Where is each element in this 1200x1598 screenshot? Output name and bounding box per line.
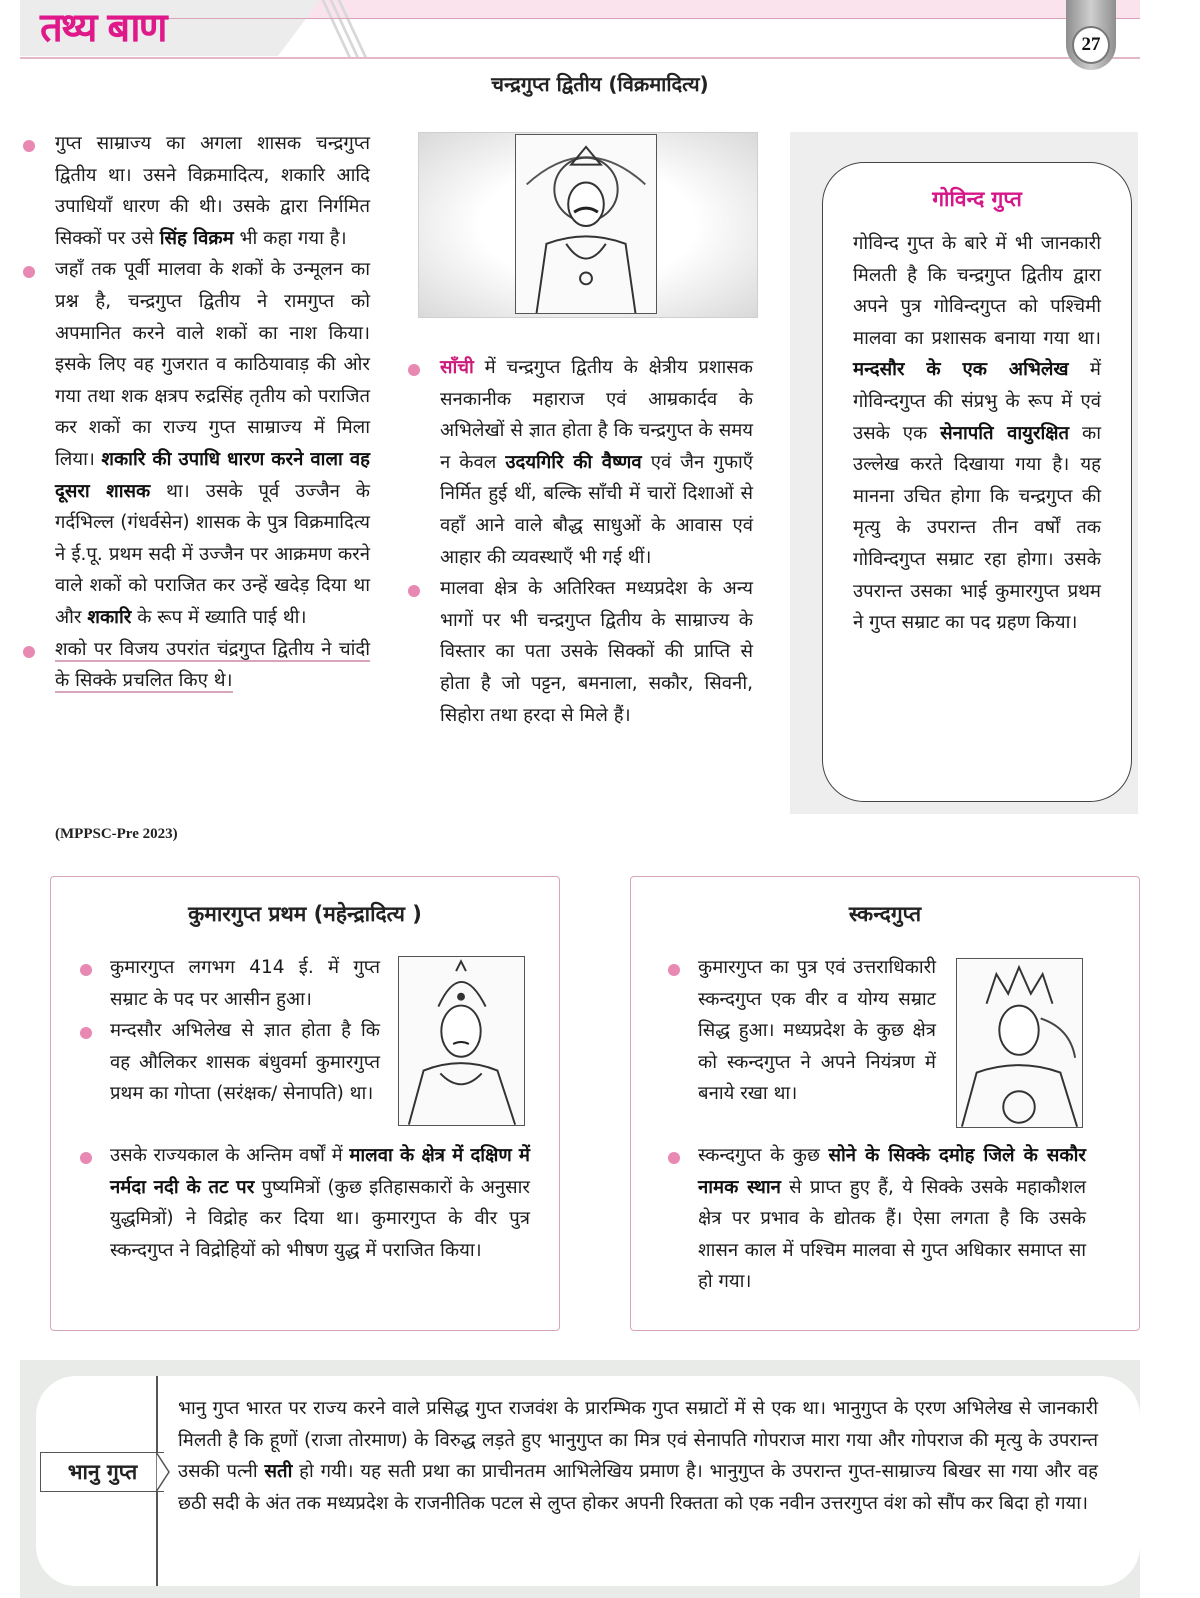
body-text: मन्दसौर अभिलेख से ज्ञात होता है कि वह औलिकर शासक बंधुवर्मा कुमारगुप्त प्रथम का गोप्ता (सरंक्षक/ सेनापति) था।	[110, 1020, 380, 1105]
bullet-dot-icon	[80, 1152, 92, 1164]
bullet-dot-icon	[23, 266, 35, 278]
emphasized-text: मालवा के क्षेत्र में दक्षिण में नर्मदा नदी के तट पर	[110, 1145, 530, 1198]
govind-gupta-text	[853, 228, 1101, 639]
header-rule	[130, 18, 1140, 19]
bullet-text	[698, 957, 936, 1104]
bullet-dot-icon	[80, 964, 92, 976]
govind-gupta-title: गोविन्द गुप्त	[932, 187, 1022, 211]
bullet-dot-icon	[23, 140, 35, 152]
emphasized-text: मन्दसौर के एक अभिलेख	[853, 359, 1069, 381]
skandagupta-title: स्कन्दगुप्त	[848, 902, 922, 926]
chandragupta-portrait-image	[515, 134, 657, 314]
body-text: हो गयी। यह सती प्रथा का प्राचीनतम आभिलेखिय प्रमाण है। भानुगुप्त के उपरान्त गुप्त-साम्राज्य बिखर सा गया और वह छठी सदी के अंत तक मध्यप्रदेश के राजनीतिक पटल से लुप्त होकर अपनी रिक्तता को एक नवीन उत्तरगुप्त वंश को सौंप कर बिदा हो गया।	[178, 1461, 1098, 1514]
bullet-text	[55, 133, 370, 249]
body-text: उसके राज्यकाल के अन्तिम वर्षों में	[110, 1145, 350, 1166]
body-text: में चन्द्रगुप्त द्वितीय के क्षेत्रीय प्रशासक सनकानीक महाराज एवं आम्रकार्दव के अभिलेखों से ज्ञात होता है कि चन्द्रगुप्त के समय न केवल	[440, 357, 753, 473]
bullet-item	[698, 1140, 1086, 1298]
page-number: 27	[1072, 26, 1110, 64]
bullet-item	[698, 952, 936, 1110]
bullet-text	[110, 957, 380, 1010]
left-column	[55, 128, 370, 697]
bullet-dot-icon	[408, 364, 420, 376]
body-text: भी कहा गया है।	[233, 227, 347, 249]
emphasized-text: साँची	[440, 357, 474, 378]
bullet-text	[440, 578, 753, 725]
bullet-item	[440, 352, 753, 573]
body-text: गोविन्द गुप्त के बारे में भी जानकारी मिलती है कि चन्द्रगुप्त द्वितीय द्वारा अपने पुत्र गोविन्दगुप्त को पश्चिमी मालवा का प्रशासक बनाया गया था।	[853, 233, 1101, 349]
bullet-text	[440, 357, 753, 568]
bullet-item	[55, 128, 370, 254]
bullet-text	[55, 639, 370, 694]
skandagupta-list-bottom	[698, 1140, 1086, 1298]
body-text: भानु गुप्त भारत पर राज्य करने वाले प्रसिद्ध गुप्त राजवंश के प्रारम्भिक गुप्त सम्राटों में से एक था। भानुगुप्त के एरण अभिलेख से जानकारी मिलती है कि हूणों (राजा तोरमाण) के विरुद्ध लड़ते हुए भानुगुप्त का मित्र एवं सेनापति गोपराज मारा गया और गोपराज की मृत्यु के उपरान्त उसकी पत्नी	[178, 1398, 1098, 1483]
body-text: एवं जैन गुफाएँ निर्मित हुई थीं, बल्कि साँची में चारों दिशाओं से वहाँ आने वाले बौद्ध साधुओं के आवास एवं आहार की व्यवस्थाएँ भी गई थीं।	[440, 451, 753, 568]
body-text: के रूप में ख्याति पाई थी।	[131, 606, 307, 628]
emphasized-text: शकारि की उपाधि धारण करने वाला वह दूसरा शासक	[55, 448, 370, 502]
main-section-title: चन्द्रगुप्त द्वितीय (विक्रमादित्य)	[491, 72, 709, 96]
emphasized-text: शकारि	[87, 606, 132, 628]
bullet-text	[110, 1145, 530, 1261]
body-text: स्कन्दगुप्त के कुछ	[698, 1145, 829, 1166]
emphasized-text: सेनापति वायुरक्षित	[940, 422, 1070, 444]
bullet-dot-icon	[408, 585, 420, 597]
body-text: का उल्लेख करते दिखाया गया है। यह मानना उचित होगा कि चन्द्रगुप्त की मृत्यु के उपरान्त तीन वर्षों तक गोविन्दगुप्त सम्राट रहा होगा। उसके उपरान्त उसका भाई कुमारगुप्त प्रथम ने गुप्त सम्राट का पद ग्रहण किया।	[853, 422, 1101, 634]
bhanugupta-tag: भानु गुप्त	[40, 1452, 164, 1492]
kumaragupta-list-top	[110, 952, 380, 1110]
bullet-text	[110, 1020, 380, 1104]
header-rule	[20, 57, 1140, 59]
emphasized-text: सिंह विक्रम	[159, 227, 234, 249]
center-column	[440, 352, 753, 731]
emphasized-text: सती	[264, 1461, 293, 1483]
bullet-item	[55, 634, 370, 697]
bullet-text	[55, 259, 370, 628]
bullet-item	[440, 573, 753, 731]
emphasized-text: सोने के सिक्के दमोह जिले के सकौर नामक स्थान	[698, 1145, 1086, 1198]
bullet-item	[110, 952, 380, 1015]
bullet-dot-icon	[668, 1152, 680, 1164]
bhanugupta-text	[178, 1393, 1098, 1519]
body-text: से प्राप्त हुए हैं, ये सिक्के उसके महाकौशल क्षेत्र पर प्रभाव के द्योतक हैं। ऐसा लगता है कि उसके शासन काल में पश्चिम मालवा से गुप्त अधिकार समाप्त सा हो गया।	[698, 1176, 1086, 1293]
body-text: कुमारगुप्त लगभग 414 ई. में गुप्त सम्राट के पद पर आसीन हुआ।	[110, 957, 380, 1010]
king-illustration-icon	[399, 957, 524, 1125]
bullet-item	[110, 1140, 530, 1266]
body-text: मालवा क्षेत्र के अतिरिक्त मध्यप्रदेश के अन्य भागों पर भी चन्द्रगुप्त द्वितीय के साम्राज्य के विस्तार का पता उसके सिक्कों की प्राप्ति से होता है जो पट्टन, बमनाला, सकौर, सिवनी, सिहोरा तथा हरदा से मिले हैं।	[440, 578, 753, 726]
body-text: था। उसके पूर्व उज्जैन के गर्दभिल्ल (गंधर्वसेन) शासक के पुत्र विक्रमादित्य ने ई.पू. प्रथम सदी में उज्जैन पर आक्रमण करने वाले शकों को पराजित कर उन्हें खदेड़ दिया था और	[55, 480, 370, 628]
publication-logo: तथ्य बाण	[40, 5, 166, 51]
kumaragupta-list-bottom	[110, 1140, 530, 1266]
chevron-right-icon	[156, 1452, 170, 1492]
emphasized-text: उदयगिरि की वैष्णव	[505, 451, 642, 473]
body-text: गुप्त साम्राज्य का अगला शासक चन्द्रगुप्त द्वितीय था। उसने विक्रमादित्य, शकारि आदि उपाधियाँ धारण की थी। उसके द्वारा निर्गमित सिक्कों पर उसे	[55, 133, 370, 249]
kumaragupta-portrait-image	[398, 956, 525, 1126]
body-text: जहाँ तक पूर्वी मालवा के शकों के उन्मूलन का प्रश्न है, चन्द्रगुप्त द्वितीय ने रामगुप्त को अपमानित करने वाले शकों का नाश किया। इसके लिए वह गुजरात व काठियावाड़ की ओर गया तथा शक क्षत्रप रुद्रसिंह तृतीय को पराजित कर शकों का राज्य गुप्त साम्राज्य में मिला लिया।	[55, 259, 370, 470]
body-text: में गोविन्दगुप्त की संप्रभु के रूप में एवं उसके एक	[853, 359, 1101, 444]
body-text: कुमारगुप्त का पुत्र एवं उत्तराधिकारी स्कन्दगुप्त एक वीर व योग्य सम्राट सिद्ध हुआ। मध्यप्रदेश के कुछ क्षेत्र को स्कन्दगुप्त ने अपने नियंत्रण में बनाये रखा था।	[698, 957, 936, 1105]
bullet-item	[110, 1015, 380, 1110]
bullet-dot-icon	[668, 964, 680, 976]
page-number-badge	[1066, 0, 1116, 70]
bullet-text	[698, 1145, 1086, 1292]
kumaragupta-title: कुमारगुप्त प्रथम (महेन्द्रादित्य )	[188, 902, 422, 926]
body-text: शको पर विजय उपरांत चंद्रगुप्त द्वितीय ने चांदी के सिक्के प्रचलित किए थे।	[55, 638, 370, 692]
exam-reference: (MPPSC-Pre 2023)	[55, 826, 178, 842]
skandagupta-list-top	[698, 952, 936, 1110]
warrior-illustration-icon	[957, 959, 1082, 1127]
skandagupta-portrait-image	[956, 958, 1083, 1128]
bullet-dot-icon	[23, 646, 35, 658]
bullet-item	[55, 254, 370, 633]
body-text: पुष्यमित्रों (कुछ इतिहासकारों के अनुसार युद्धमित्रों) ने विद्रोह कर दिया था। कुमारगुप्त के वीर पुत्र स्कन्दगुप्त ने विद्रोहियों को भीषण युद्ध में पराजित किया।	[110, 1176, 530, 1261]
king-illustration-icon	[516, 135, 656, 313]
page-header	[0, 0, 1200, 60]
